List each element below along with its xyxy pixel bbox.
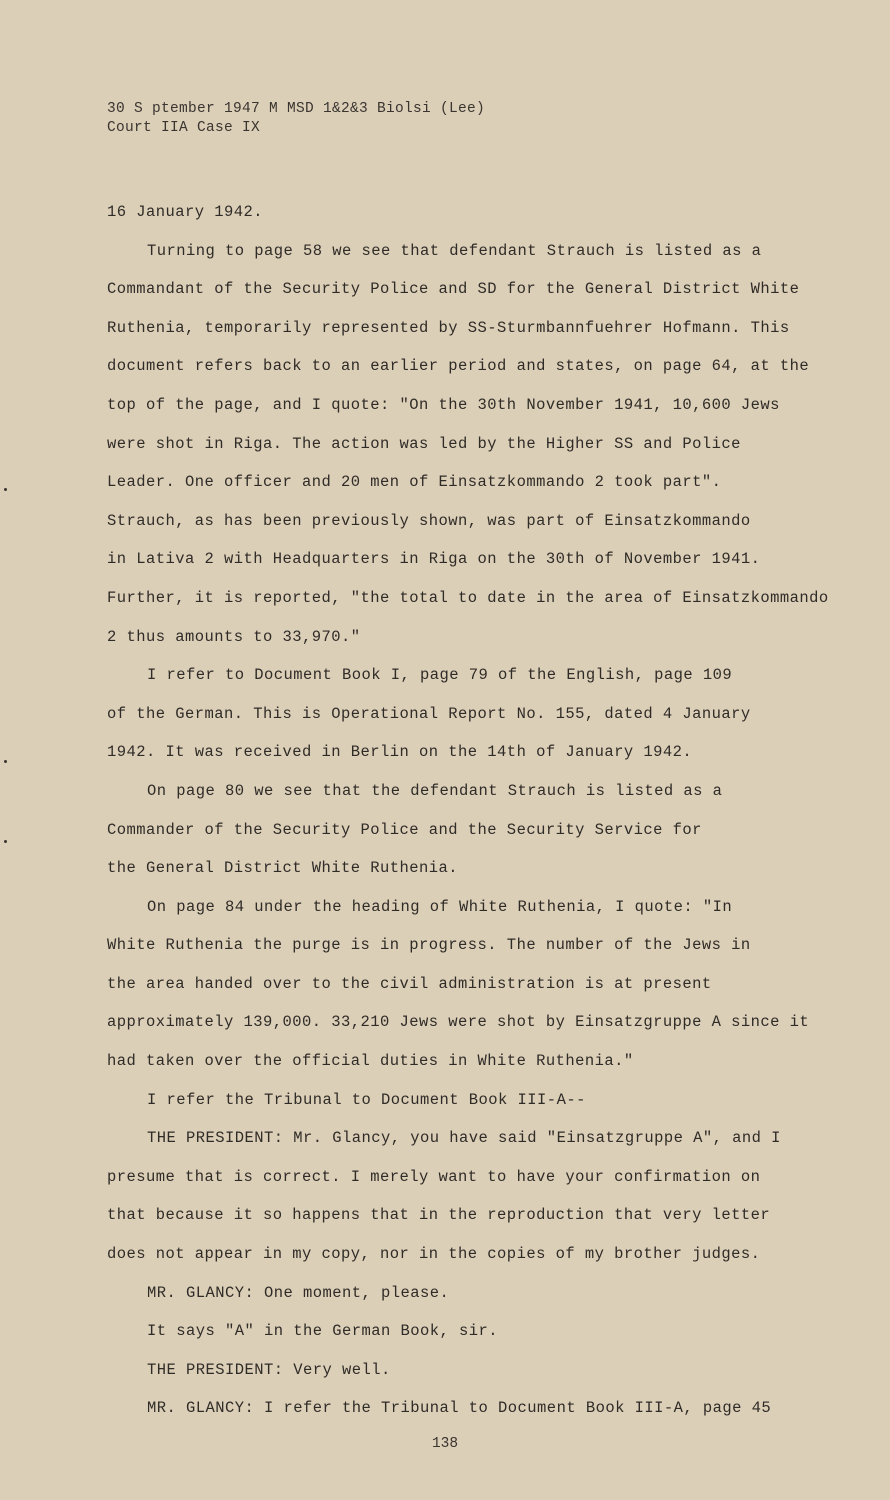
text-line: presume that is correct. I merely want to have your confirmation on [107,1167,761,1186]
text-line: MR. GLANCY: I refer the Tribunal to Document Book III-A, page 45 [147,1399,772,1418]
margin-mark [4,488,7,491]
text-line: I refer to Document Book I, page 79 of the English, page 109 [147,666,733,685]
page-number: 138 [431,1436,459,1452]
text-line: On page 80 we see that the defendant Strauch is listed as a [147,781,723,800]
text-line: had taken over the official duties in White Ruthenia." [107,1052,634,1071]
text-line: top of the page, and I quote: "On the 30th November 1941, 10,600 Jews [107,395,780,414]
text-line: the General District White Ruthenia. [107,859,459,878]
text-line: THE PRESIDENT: Very well. [147,1360,391,1379]
margin-mark [4,760,7,763]
text-line: does not appear in my copy, nor in the copies of my brother judges. [107,1245,761,1264]
text-line: document refers back to an earlier period and states, on page 64, at the [107,357,810,376]
text-line: that because it so happens that in the reproduction that very letter [107,1206,771,1225]
text-line: Leader. One officer and 20 men of Einsatzkommando 2 took part". [107,473,722,492]
text-line: Further, it is reported, "the total to date in the area of Einsatzkommando [107,588,829,607]
text-line: THE PRESIDENT: Mr. Glancy, you have said "Einsatzgruppe A", and I [147,1129,781,1148]
text-line: the area handed over to the civil administration is at present [107,974,712,993]
text-line: Ruthenia, temporarily represented by SS-Sturmbannfuehrer Hofmann. This [107,318,790,337]
text-line: Strauch, as has been previously shown, was part of Einsatzkommando [107,511,751,530]
text-line: were shot in Riga. The action was led by the Higher SS and Police [107,434,741,453]
text-line: in Lativa 2 with Headquarters in Riga on the 30th of November 1941. [107,550,761,569]
margin-mark [4,840,7,843]
text-line: 2 thus amounts to 33,970." [107,627,361,646]
text-line: Turning to page 58 we see that defendant Strauch is listed as a [147,241,762,260]
header-court-line: Court IIA Case IX [107,120,261,136]
text-line: Commander of the Security Police and the Security Service for [107,820,702,839]
text-line: It says "A" in the German Book, sir. [147,1322,499,1341]
text-line: of the German. This is Operational Report No. 155, dated 4 January [107,704,751,723]
text-line: I refer the Tribunal to Document Book III-A-- [147,1090,586,1109]
text-line: Commandant of the Security Police and SD for the General District White [107,280,800,299]
document-header [107,100,485,138]
text-line: White Ruthenia the purge is in progress. The number of the Jews in [107,936,751,955]
header-date-line: 30 S ptember 1947 M MSD 1&2&3 Biolsi (Lee) [107,101,486,117]
text-line: approximately 139,000. 33,210 Jews were shot by Einsatzgruppe A since it [107,1013,810,1032]
transcript-body [107,200,837,1435]
text-line: 16 January 1942. [107,203,264,221]
text-line: MR. GLANCY: One moment, please. [147,1283,450,1302]
text-line: On page 84 under the heading of White Ruthenia, I quote: "In [147,897,733,916]
text-line: 1942. It was received in Berlin on the 14th of January 1942. [107,743,693,762]
